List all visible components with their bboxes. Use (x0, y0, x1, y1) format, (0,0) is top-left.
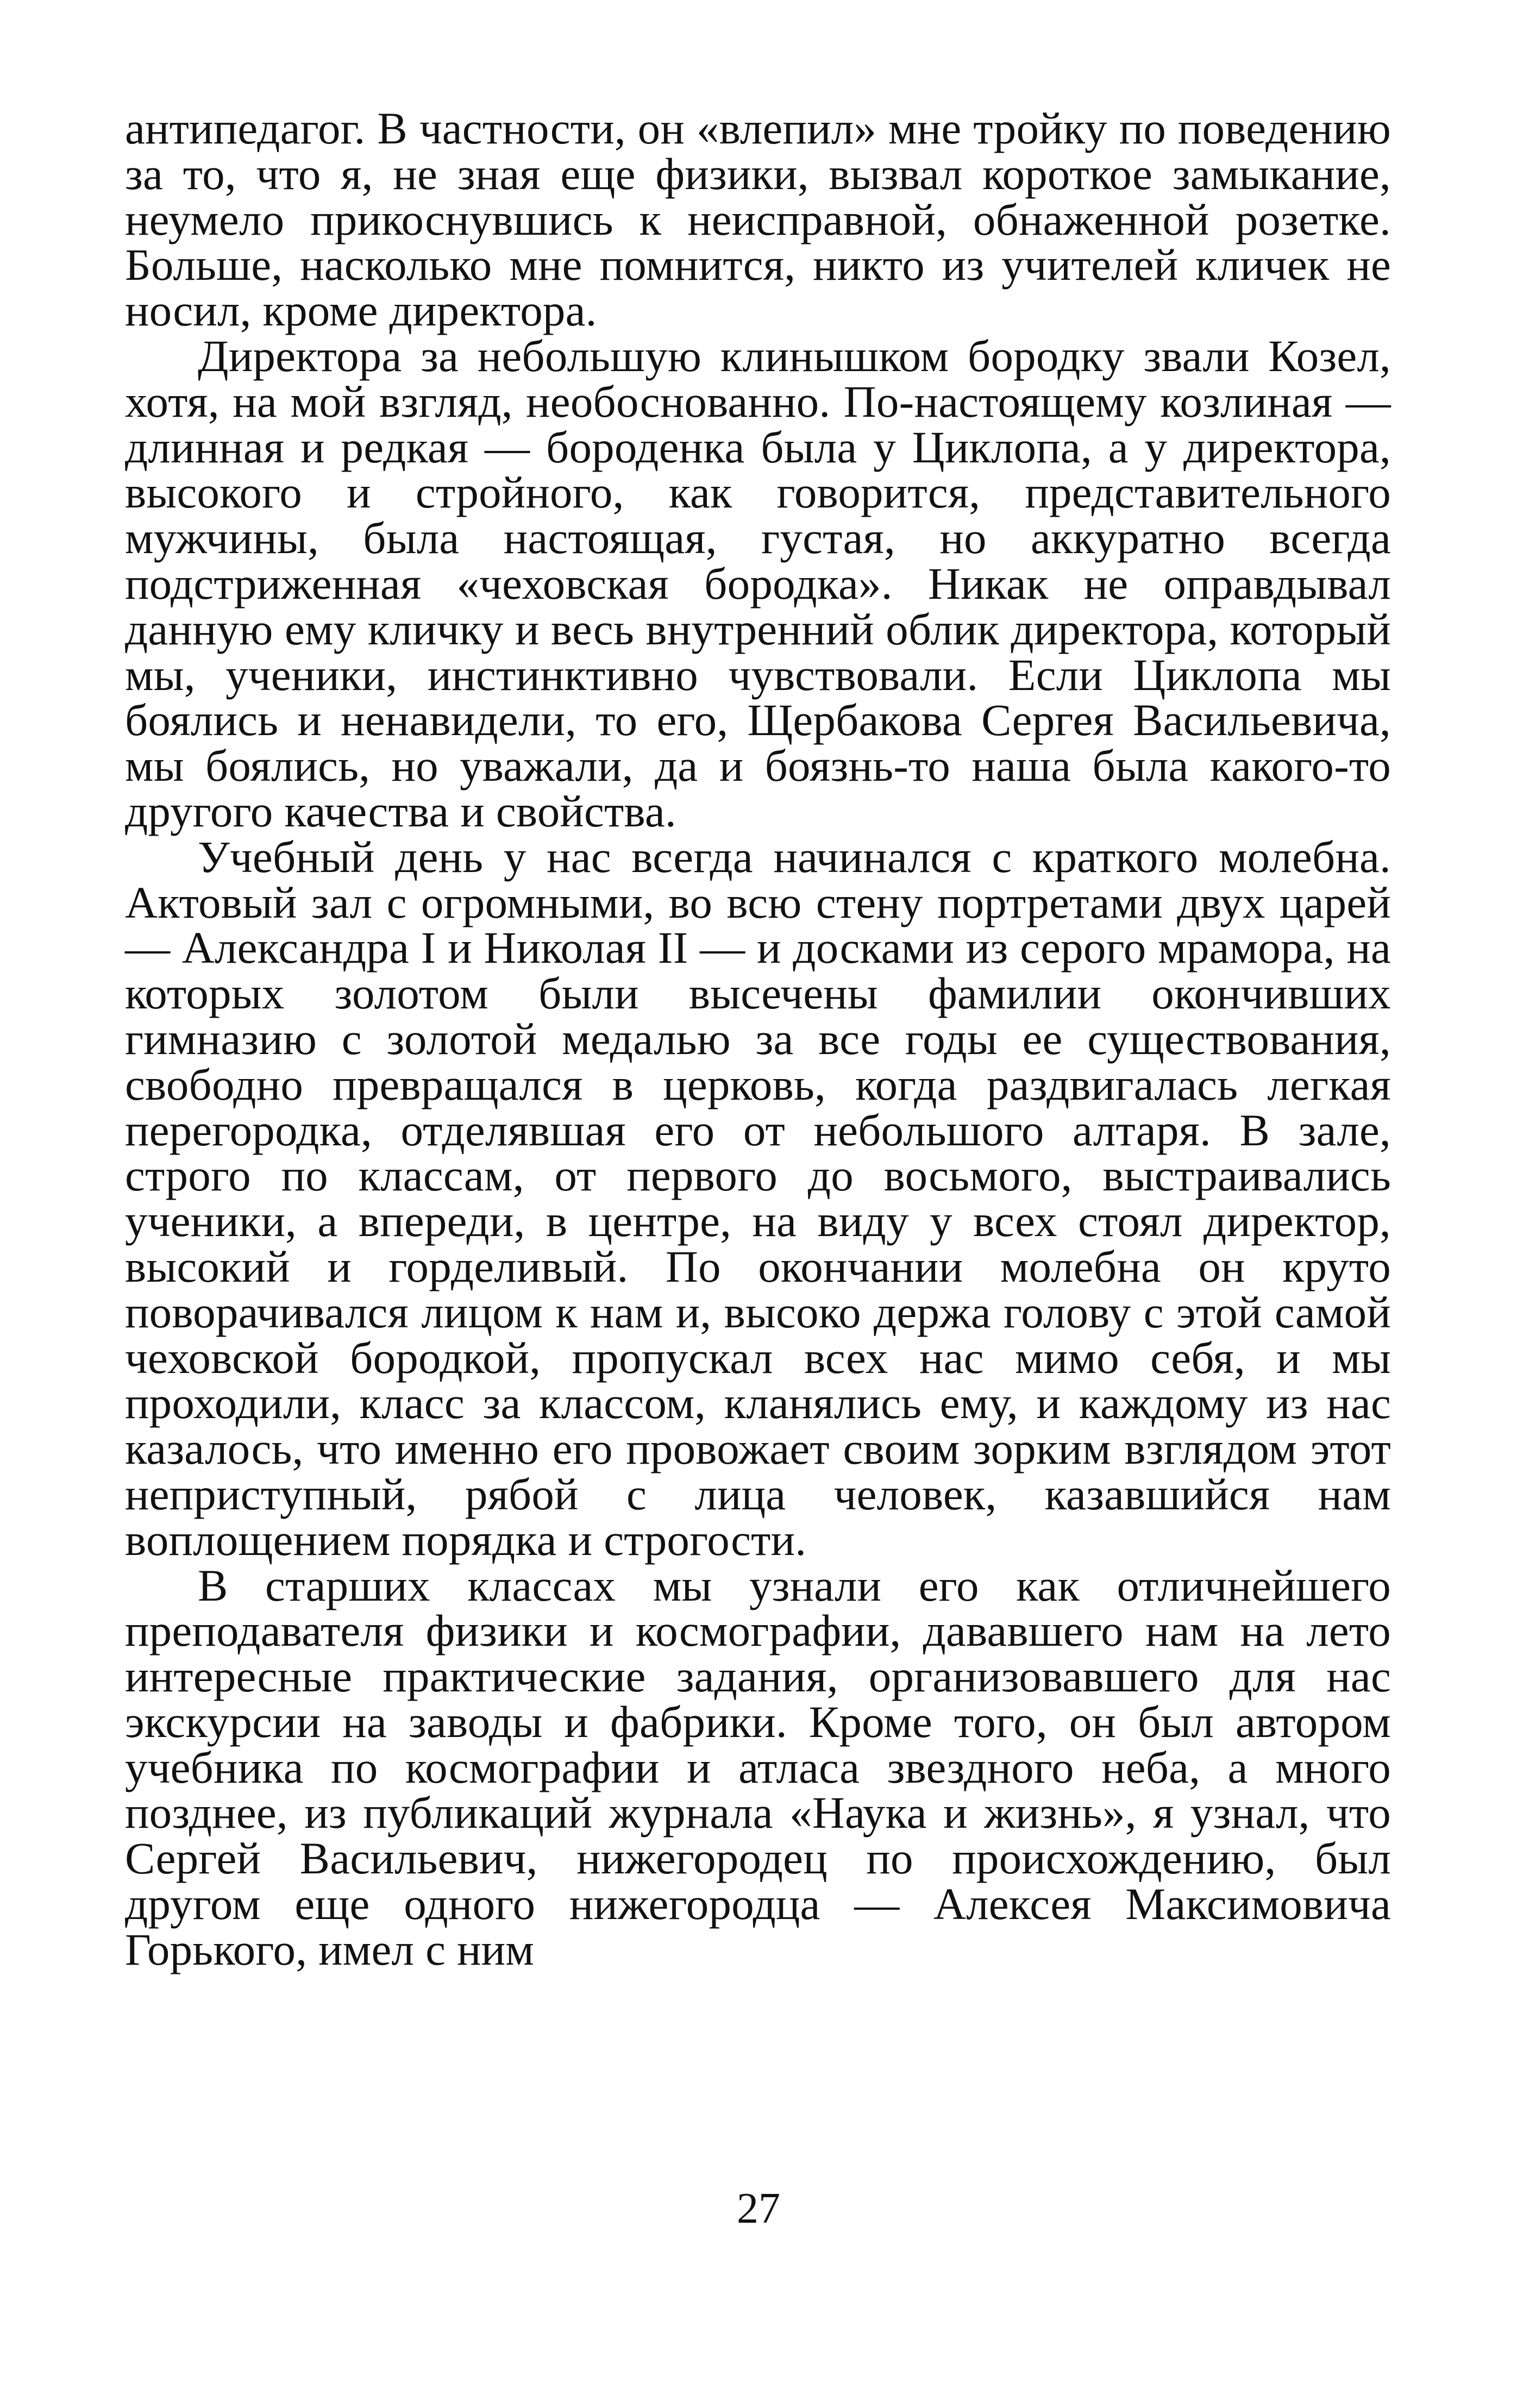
paragraph-1: антипедагог. В частности, он «влепил» мне тройку по поведению за то, что я, не зная еще физики, вызвал короткое замыкание, неумело прикоснувшись к неисправной, обнаженной розетке. Больше, насколько мне помнится, никто из учителей кличек не носил, кроме директора. (125, 103, 1391, 336)
paragraph-3: Учебный день у нас всегда начинался с краткого молебна. Актовый зал с огромными, во всю стену портретами двух царей — Александра I и Николая II — и досками из серого мрамора, на которых золотом были высечены фамилии окончивших гимназию с золотой медалью за все годы ее существования, свободно превращался в церковь, когда раздвигалась легкая перегородка, отделявшая его от небольшого алтаря. В зале, строго по классам, от первого до восьмого, выстраивались ученики, а впереди, в центре, на виду у всех стоял директор, высокий и горделивый. По окончании молебна он круто поворачивался лицом к нам и, высоко держа голову с этой самой чеховской бородкой, пропускал всех нас мимо себя, и мы проходили, класс за классом, кланялись ему, и каждому из нас казалось, что именно его провожает своим зорким взглядом этот неприступный, рябой с лица человек, казавшийся нам воплощением порядка и строгости. (125, 831, 1391, 1565)
paragraph-4: В старших классах мы узнали его как отличнейшего преподавателя физики и космографии, дававшего нам на лето интересные практические задания, организовавшего для нас экскурсии на заводы и фабрики. Кроме того, он был автором учебника по космографии и атласа звездного неба, а много позднее, из публикаций журнала «Наука и жизнь», я узнал, что Сергей Васильевич, нижегородец по происхождению, был другом еще одного нижегородца — Алексея Максимовича Горького, имел с ним (125, 1560, 1391, 1974)
page-number: 27 (737, 2185, 780, 2233)
body-text (125, 103, 1391, 1974)
paragraph-2: Директора за небольшую клинышком бородку звали Козел, хотя, на мой взгляд, необоснованно. По-настоящему козлиная — длинная и редкая — бороденка была у Циклопа, а у директора, высокого и стройного, как говорится, представительного мужчины, была настоящая, густая, но аккуратно всегда подстриженная «чеховская бородка». Никак не оправдывал данную ему кличку и весь внутренний облик директора, который мы, ученики, инстинктивно чувствовали. Если Циклопа мы боялись и ненавидели, то его, Щербакова Сергея Васильевича, мы боялись, но уважали, да и боязнь-то наша была какого-то другого качества и свойства. (125, 330, 1391, 836)
